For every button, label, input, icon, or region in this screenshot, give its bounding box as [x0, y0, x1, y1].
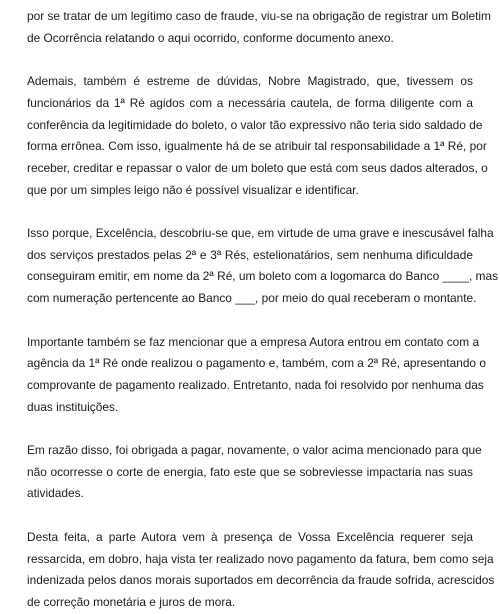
text-line: indenizada pelos danos morais suportados em decorrência da fraude sofrida, acrescidos: [27, 573, 495, 588]
text-line: conseguiram emitir, em nome da 2ª Ré, um boleto com a logomarca do Banco ____, mas: [27, 269, 499, 284]
paragraph-bank-responsibility: [27, 71, 488, 201]
text-line: conferência da legitimidade do boleto, o valor tão expressivo não teria sido saldado de: [27, 117, 483, 132]
text-line: receber, creditar e repassar o valor de um boleto que está com seus dados alterados, o: [27, 160, 488, 175]
paragraph-contact-attempt: [27, 332, 486, 419]
text-line: duas instituições.: [27, 399, 119, 414]
text-line: dos serviços prestados pelas 2ª e 3ª Rés, estelionatários, sem nenhuma dificuldade: [27, 247, 473, 262]
text-line: de Ocorrência relatando o aqui ocorrido, conforme documento anexo.: [27, 30, 394, 45]
text-line: Ademais, também é estreme de dúvidas, Nobre Magistrado, que, tivessem os: [27, 74, 473, 89]
text-line: Importante também se faz mencionar que a empresa Autora entrou em contato com a: [27, 334, 480, 349]
text-line: Desta feita, a parte Autora vem à presença de Vossa Excelência requerer seja: [27, 529, 473, 544]
paragraph-request: [27, 527, 495, 614]
text-line: Em razão disso, foi obrigada a pagar, novamente, o valor acima mencionado para que: [27, 443, 482, 457]
text-line: ressarcida, em dobro, haja vista ter realizado novo pagamento da fatura, bem como seja: [27, 551, 494, 566]
text-line: comprovante de pagamento realizado. Entretanto, nada foi resolvido por nenhuma das: [27, 377, 484, 392]
text-line: por se tratar de um legítimo caso de fraude, viu-se na obrigação de registrar um Boletim: [27, 9, 491, 23]
text-line: funcionários da 1ª Ré agidos com a necessária cautela, de forma diligente com a: [27, 95, 473, 110]
text-line: com numeração pertencente ao Banco ___, por meio do qual receberam o montante.: [27, 291, 477, 306]
paragraph-police-report: [27, 6, 491, 49]
text-line: Isso porque, Excelência, descobriu-se que, em virtude de uma grave e inescusável falha: [27, 226, 494, 240]
paragraph-service-failure: [27, 223, 499, 310]
text-line: agência da 1ª Ré onde realizou o pagamento e, também, com a 2ª Ré, apresentando o: [27, 356, 486, 371]
paragraph-double-payment: [27, 440, 482, 505]
text-line: que por um simples leigo não é possível visualizar e identificar.: [27, 182, 359, 197]
text-line: atividades.: [27, 486, 84, 501]
document-page: [27, 0, 499, 614]
text-line: de correção monetária e juros de mora.: [27, 594, 236, 609]
text-line: forma errônea. Com isso, igualmente há de se atribuir tal responsabilidade a 1ª Ré, por: [27, 139, 487, 154]
text-line: não ocorresse o corte de energia, fato este que se sobreviesse impactaria nas suas: [27, 464, 473, 479]
